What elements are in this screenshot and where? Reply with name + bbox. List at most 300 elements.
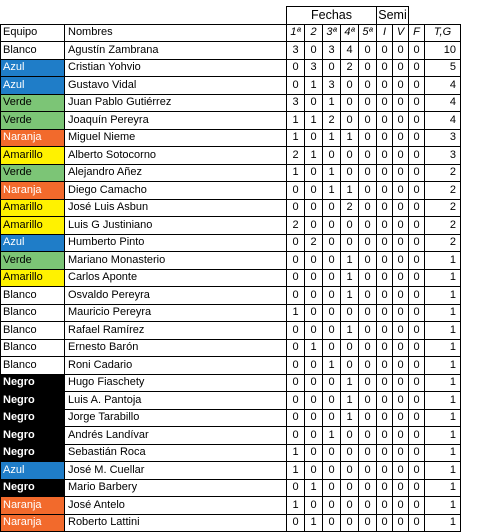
goals-cell: 0 — [287, 269, 305, 287]
table-row — [1, 112, 461, 130]
player-name-cell: Alberto Sotocorno — [65, 147, 287, 165]
player-name-cell: Joaquín Pereyra — [65, 112, 287, 130]
total-goals-cell: 5 — [425, 59, 461, 77]
goals-cell: 0 — [393, 112, 409, 130]
goals-cell: 0 — [409, 59, 425, 77]
goals-cell: 1 — [323, 427, 341, 445]
goals-cell: 1 — [341, 269, 359, 287]
goals-cell: 0 — [377, 234, 393, 252]
player-name-cell: Luis G Justiniano — [65, 217, 287, 235]
player-name-cell: Miguel Nieme — [65, 129, 287, 147]
table-row — [1, 77, 461, 95]
goals-cell: 0 — [393, 129, 409, 147]
team-cell: Amarillo — [1, 269, 65, 287]
team-cell: Azul — [1, 59, 65, 77]
goals-cell: 0 — [305, 164, 323, 182]
goals-cell: 0 — [305, 252, 323, 270]
col-header-total-goles: T,G — [425, 24, 461, 42]
goals-cell: 0 — [359, 514, 377, 532]
goals-cell: 0 — [305, 182, 323, 200]
goals-cell: 0 — [323, 339, 341, 357]
goals-cell: 0 — [409, 479, 425, 497]
goals-cell: 0 — [359, 94, 377, 112]
col-header-fecha-3: 3ª — [323, 24, 341, 42]
team-cell: Blanco — [1, 357, 65, 375]
nombres-header: Nombres — [65, 24, 287, 42]
goals-cell: 0 — [305, 357, 323, 375]
goals-cell: 0 — [305, 497, 323, 515]
goals-cell: 0 — [359, 182, 377, 200]
total-goals-cell: 1 — [425, 322, 461, 340]
goals-cell: 0 — [341, 112, 359, 130]
table-row — [1, 252, 461, 270]
goals-cell: 0 — [377, 147, 393, 165]
goals-cell: 0 — [377, 182, 393, 200]
player-name-cell: José Luis Asbun — [65, 199, 287, 217]
total-goals-cell: 4 — [425, 77, 461, 95]
team-cell: Blanco — [1, 287, 65, 305]
goals-cell: 0 — [359, 339, 377, 357]
goals-cell: 0 — [305, 304, 323, 322]
team-cell: Negro — [1, 479, 65, 497]
col-header-semi-i: I — [377, 24, 393, 42]
goals-cell: 0 — [341, 217, 359, 235]
team-cell: Azul — [1, 462, 65, 480]
goals-cell: 0 — [359, 479, 377, 497]
goals-cell: 0 — [393, 42, 409, 60]
goals-cell: 0 — [393, 304, 409, 322]
goals-cell: 0 — [305, 427, 323, 445]
goals-cell: 1 — [323, 182, 341, 200]
team-cell: Verde — [1, 164, 65, 182]
goals-cell: 0 — [305, 217, 323, 235]
goals-cell: 0 — [409, 182, 425, 200]
goals-cell: 0 — [377, 112, 393, 130]
goals-cell: 0 — [305, 444, 323, 462]
goals-cell: 0 — [377, 497, 393, 515]
goals-cell: 0 — [377, 199, 393, 217]
goals-cell: 0 — [341, 497, 359, 515]
goals-cell: 1 — [305, 147, 323, 165]
table-row — [1, 147, 461, 165]
col-header-fecha-5: 5ª — [359, 24, 377, 42]
goals-cell: 1 — [341, 252, 359, 270]
team-cell: Blanco — [1, 322, 65, 340]
table-row — [1, 462, 461, 480]
goals-cell: 0 — [409, 357, 425, 375]
total-goals-cell: 2 — [425, 199, 461, 217]
player-name-cell: Roni Cadario — [65, 357, 287, 375]
goals-cell: 0 — [323, 304, 341, 322]
goals-cell: 1 — [305, 479, 323, 497]
goals-cell: 0 — [377, 514, 393, 532]
goals-cell: 0 — [287, 234, 305, 252]
player-name-cell: Agustín Zambrana — [65, 42, 287, 60]
total-goals-cell: 4 — [425, 112, 461, 130]
team-cell: Naranja — [1, 182, 65, 200]
goals-cell: 0 — [393, 479, 409, 497]
goals-cell: 0 — [393, 77, 409, 95]
player-name-cell: Hugo Fiaschety — [65, 374, 287, 392]
goals-cell: 0 — [409, 217, 425, 235]
player-name-cell: Ernesto Barón — [65, 339, 287, 357]
goals-cell: 0 — [359, 409, 377, 427]
goals-cell: 0 — [323, 199, 341, 217]
total-goals-cell: 1 — [425, 462, 461, 480]
col-header-semi-v: V — [393, 24, 409, 42]
goals-cell: 3 — [323, 77, 341, 95]
player-name-cell: Mario Barbery — [65, 479, 287, 497]
team-cell: Blanco — [1, 339, 65, 357]
goals-cell: 0 — [341, 444, 359, 462]
player-name-cell: Juan Pablo Gutiérrez — [65, 94, 287, 112]
goals-cell: 0 — [287, 77, 305, 95]
total-goals-cell: 2 — [425, 182, 461, 200]
table-row — [1, 444, 461, 462]
goals-cell: 0 — [359, 304, 377, 322]
goals-cell: 0 — [393, 427, 409, 445]
player-name-cell: Diego Camacho — [65, 182, 287, 200]
total-goals-cell: 10 — [425, 42, 461, 60]
total-goals-cell: 2 — [425, 164, 461, 182]
total-goals-cell: 3 — [425, 147, 461, 165]
goals-cell: 0 — [409, 269, 425, 287]
goals-cell: 0 — [287, 287, 305, 305]
goals-cell: 0 — [305, 374, 323, 392]
table-row — [1, 217, 461, 235]
goals-cell: 0 — [377, 94, 393, 112]
goals-cell: 0 — [409, 339, 425, 357]
goals-cell: 2 — [341, 59, 359, 77]
team-cell: Blanco — [1, 42, 65, 60]
col-header-fecha-4: 4ª — [341, 24, 359, 42]
goals-cell: 0 — [305, 287, 323, 305]
total-goals-cell: 1 — [425, 252, 461, 270]
goals-cell: 0 — [359, 164, 377, 182]
goals-cell: 0 — [393, 497, 409, 515]
goals-cell: 0 — [287, 479, 305, 497]
team-cell: Negro — [1, 427, 65, 445]
goals-cell: 0 — [377, 59, 393, 77]
goals-cell: 0 — [377, 427, 393, 445]
table-row — [1, 357, 461, 375]
goals-cell: 0 — [377, 462, 393, 480]
total-goals-cell: 1 — [425, 304, 461, 322]
total-goals-cell: 1 — [425, 409, 461, 427]
goals-cell: 0 — [393, 409, 409, 427]
goals-cell: 0 — [409, 427, 425, 445]
goals-cell: 0 — [287, 182, 305, 200]
goals-cell: 1 — [341, 287, 359, 305]
fechas-group-label: Fechas — [287, 7, 377, 25]
goals-cell: 0 — [341, 77, 359, 95]
total-goals-cell: 1 — [425, 339, 461, 357]
goals-cell: 1 — [287, 112, 305, 130]
goals-cell: 0 — [341, 147, 359, 165]
team-cell: Azul — [1, 234, 65, 252]
goals-cell: 0 — [377, 357, 393, 375]
total-goals-cell: 1 — [425, 269, 461, 287]
goals-cell: 0 — [359, 374, 377, 392]
goals-cell: 0 — [409, 287, 425, 305]
goals-cell: 0 — [409, 234, 425, 252]
goals-cell: 0 — [377, 322, 393, 340]
goals-cell: 0 — [377, 129, 393, 147]
goals-cell: 0 — [393, 234, 409, 252]
goals-cell: 0 — [287, 339, 305, 357]
team-cell: Naranja — [1, 129, 65, 147]
goals-cell: 0 — [305, 462, 323, 480]
goals-cell: 0 — [393, 287, 409, 305]
goals-cell: 0 — [359, 462, 377, 480]
goals-cell: 0 — [393, 514, 409, 532]
goals-cell: 0 — [341, 94, 359, 112]
goals-cell: 1 — [305, 112, 323, 130]
goals-cell: 0 — [341, 462, 359, 480]
goals-cell: 0 — [341, 514, 359, 532]
goals-cell: 0 — [341, 164, 359, 182]
total-goals-cell: 1 — [425, 287, 461, 305]
goals-cell: 0 — [377, 374, 393, 392]
goals-cell: 0 — [287, 59, 305, 77]
team-cell: Negro — [1, 444, 65, 462]
player-name-cell: Andrés Landívar — [65, 427, 287, 445]
goals-cell: 0 — [409, 497, 425, 515]
total-goals-cell: 1 — [425, 497, 461, 515]
goals-cell: 0 — [393, 252, 409, 270]
goals-cell: 1 — [341, 182, 359, 200]
goals-cell: 0 — [287, 392, 305, 410]
goals-cell: 0 — [341, 234, 359, 252]
goals-cell: 0 — [287, 199, 305, 217]
goals-cell: 0 — [377, 77, 393, 95]
table-row — [1, 234, 461, 252]
goals-cell: 0 — [393, 182, 409, 200]
table-row — [1, 59, 461, 77]
table-row — [1, 409, 461, 427]
goals-cell: 2 — [305, 234, 323, 252]
goals-cell: 0 — [393, 217, 409, 235]
total-goals-cell: 2 — [425, 234, 461, 252]
goals-cell: 0 — [409, 164, 425, 182]
table-row — [1, 199, 461, 217]
table-row — [1, 322, 461, 340]
team-cell: Verde — [1, 112, 65, 130]
table-row — [1, 182, 461, 200]
goals-cell: 0 — [323, 322, 341, 340]
team-cell: Amarillo — [1, 147, 65, 165]
goals-cell: 0 — [393, 199, 409, 217]
player-name-cell: Mariano Monasterio — [65, 252, 287, 270]
goals-cell: 0 — [287, 409, 305, 427]
goals-cell: 0 — [287, 357, 305, 375]
goals-cell: 0 — [409, 304, 425, 322]
goals-cell: 4 — [341, 42, 359, 60]
goals-cell: 0 — [287, 514, 305, 532]
goals-cell: 0 — [359, 217, 377, 235]
goals-cell: 0 — [305, 409, 323, 427]
goals-cell: 0 — [393, 322, 409, 340]
goals-cell: 0 — [323, 59, 341, 77]
goals-cell: 0 — [341, 339, 359, 357]
goals-cell: 0 — [409, 112, 425, 130]
goals-cell: 0 — [359, 147, 377, 165]
goals-cell: 0 — [359, 42, 377, 60]
player-name-cell: Carlos Aponte — [65, 269, 287, 287]
goals-cell: 0 — [359, 59, 377, 77]
goals-cell: 0 — [323, 287, 341, 305]
goals-cell: 0 — [305, 269, 323, 287]
team-cell: Negro — [1, 392, 65, 410]
player-name-cell: Luis A. Pantoja — [65, 392, 287, 410]
goals-cell: 0 — [409, 322, 425, 340]
table-row — [1, 129, 461, 147]
goals-cell: 0 — [393, 374, 409, 392]
goals-cell: 0 — [287, 322, 305, 340]
goals-cell: 0 — [409, 514, 425, 532]
goals-cell: 1 — [341, 409, 359, 427]
goals-cell: 1 — [341, 374, 359, 392]
goals-cell: 0 — [393, 339, 409, 357]
col-header-fecha-2: 2 — [305, 24, 323, 42]
team-cell: Negro — [1, 374, 65, 392]
goals-cell: 3 — [323, 42, 341, 60]
table-row — [1, 287, 461, 305]
goals-cell: 0 — [323, 374, 341, 392]
table-row — [1, 339, 461, 357]
goals-cell: 0 — [409, 392, 425, 410]
goals-cell: 0 — [341, 304, 359, 322]
goals-cell: 0 — [377, 269, 393, 287]
goals-cell: 0 — [305, 392, 323, 410]
player-name-cell: Alejandro Añez — [65, 164, 287, 182]
total-goals-cell: 1 — [425, 374, 461, 392]
goals-cell: 0 — [393, 94, 409, 112]
goals-cell: 0 — [377, 444, 393, 462]
goals-cell: 0 — [287, 252, 305, 270]
goals-cell: 0 — [341, 357, 359, 375]
player-name-cell: Roberto Lattini — [65, 514, 287, 532]
goals-cell: 0 — [323, 462, 341, 480]
goals-cell: 0 — [359, 129, 377, 147]
goals-cell: 0 — [359, 269, 377, 287]
goals-cell: 0 — [359, 77, 377, 95]
goals-cell: 0 — [409, 94, 425, 112]
table-row — [1, 374, 461, 392]
goals-cell: 2 — [323, 112, 341, 130]
goals-cell: 0 — [305, 129, 323, 147]
goals-cell: 0 — [409, 129, 425, 147]
goals-cell: 0 — [393, 147, 409, 165]
goals-cell: 0 — [323, 269, 341, 287]
goals-cell: 0 — [323, 234, 341, 252]
total-goals-cell: 3 — [425, 129, 461, 147]
table-row — [1, 164, 461, 182]
goals-cell: 1 — [287, 129, 305, 147]
goals-cell: 0 — [359, 287, 377, 305]
team-cell: Negro — [1, 409, 65, 427]
goals-cell: 0 — [287, 427, 305, 445]
player-name-cell: Gustavo Vidal — [65, 77, 287, 95]
goals-cell: 0 — [359, 112, 377, 130]
col-header-fecha-1: 1ª — [287, 24, 305, 42]
goals-cell: 0 — [323, 217, 341, 235]
player-name-cell: Jorge Tarabillo — [65, 409, 287, 427]
goals-cell: 0 — [393, 357, 409, 375]
player-name-cell: Osvaldo Pereyra — [65, 287, 287, 305]
goals-cell: 0 — [359, 252, 377, 270]
goals-cell: 1 — [305, 77, 323, 95]
table-row — [1, 269, 461, 287]
goals-cell: 0 — [305, 42, 323, 60]
goals-cell: 0 — [377, 479, 393, 497]
goals-cell: 0 — [323, 514, 341, 532]
team-cell: Blanco — [1, 304, 65, 322]
goals-cell: 0 — [409, 374, 425, 392]
goals-cell: 3 — [305, 59, 323, 77]
player-name-cell: Mauricio Pereyra — [65, 304, 287, 322]
total-goals-cell: 1 — [425, 514, 461, 532]
goals-cell: 0 — [305, 199, 323, 217]
goals-cell: 2 — [341, 199, 359, 217]
goals-cell: 1 — [341, 392, 359, 410]
team-cell: Verde — [1, 94, 65, 112]
goals-cell: 0 — [323, 147, 341, 165]
player-name-cell: José M. Cuellar — [65, 462, 287, 480]
goals-cell: 0 — [409, 409, 425, 427]
goals-cell: 0 — [359, 444, 377, 462]
goals-cell: 0 — [323, 497, 341, 515]
column-header-row — [1, 24, 461, 42]
player-name-cell: Humberto Pinto — [65, 234, 287, 252]
scorers-table — [0, 6, 461, 532]
goals-cell: 0 — [393, 444, 409, 462]
goals-cell: 3 — [287, 94, 305, 112]
goals-cell: 0 — [359, 427, 377, 445]
table-row — [1, 304, 461, 322]
goals-cell: 1 — [305, 339, 323, 357]
total-goals-cell: 1 — [425, 444, 461, 462]
player-name-cell: José Antelo — [65, 497, 287, 515]
goals-cell: 0 — [409, 42, 425, 60]
goals-cell: 0 — [377, 409, 393, 427]
goals-cell: 1 — [341, 322, 359, 340]
table-row — [1, 392, 461, 410]
team-cell: Amarillo — [1, 217, 65, 235]
goals-cell: 0 — [377, 392, 393, 410]
goals-cell: 0 — [377, 217, 393, 235]
goals-cell: 1 — [323, 129, 341, 147]
goals-cell: 1 — [287, 304, 305, 322]
goals-cell: 0 — [359, 392, 377, 410]
table-row — [1, 42, 461, 60]
goals-cell: 1 — [323, 164, 341, 182]
goals-cell: 0 — [287, 374, 305, 392]
goals-cell: 0 — [409, 462, 425, 480]
goals-cell: 0 — [409, 77, 425, 95]
goals-cell: 0 — [359, 234, 377, 252]
goals-cell: 0 — [409, 147, 425, 165]
goals-cell: 0 — [393, 462, 409, 480]
goals-cell: 1 — [287, 444, 305, 462]
goals-cell: 0 — [409, 444, 425, 462]
team-cell: Verde — [1, 252, 65, 270]
goals-cell: 1 — [287, 462, 305, 480]
goals-cell: 2 — [287, 217, 305, 235]
goals-cell: 2 — [287, 147, 305, 165]
player-name-cell: Rafael Ramírez — [65, 322, 287, 340]
goals-cell: 0 — [393, 59, 409, 77]
